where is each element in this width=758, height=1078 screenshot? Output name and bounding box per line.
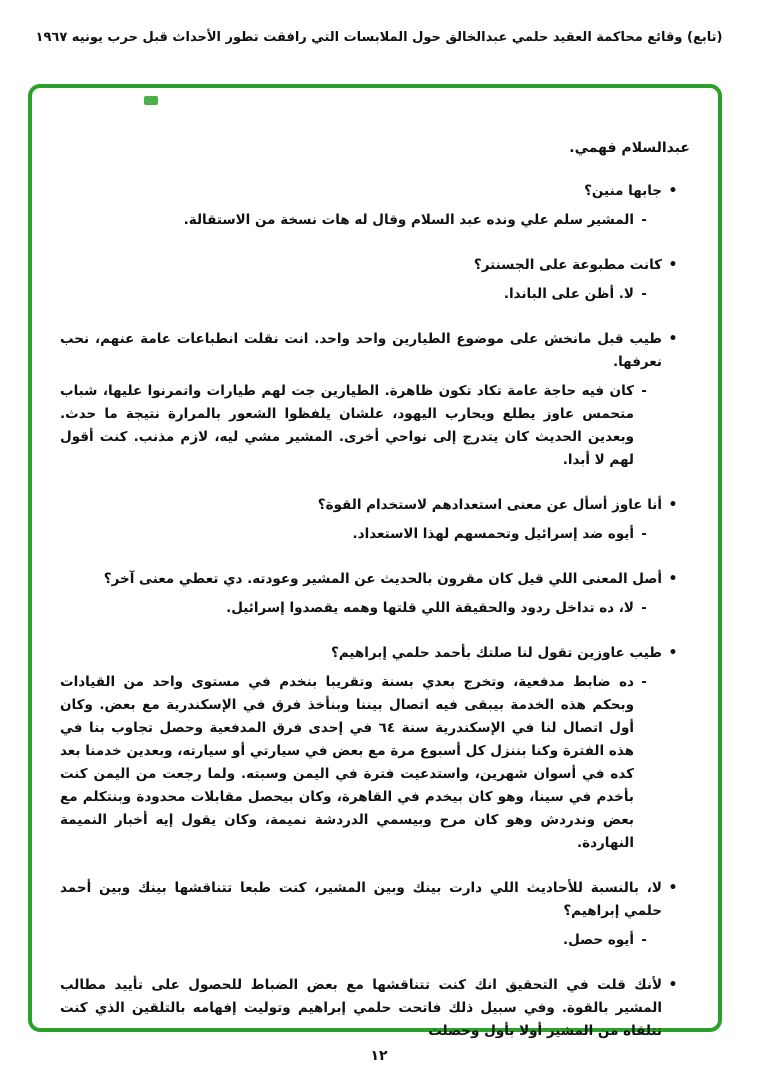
qa-text: المشير سلم علي ونده عبد السلام وقال له هات نسخة من الاستقالة. (183, 212, 634, 228)
list-marker: - (641, 932, 647, 948)
page-number: ١٢ (370, 1048, 388, 1064)
qa-text: أيوه ضد إسرائيل وتحمسهم لهذا الاستعداد. (352, 526, 634, 542)
answer-item (60, 597, 692, 620)
qa-text: كانت مطبوعة على الجسنتر؟ (473, 257, 662, 273)
question-item (60, 180, 692, 203)
page-header-title: (تابع) وقائع محاكمة العقيد حلمي عبدالخالق حول الملابسات التي رافقت تطور الأحداث قبل حرب يونيه ١٩٦٧ (35, 30, 723, 45)
list-marker: • (668, 645, 678, 661)
list-marker: - (641, 600, 647, 616)
question-item (60, 974, 692, 1043)
qa-text: طيب عاوزين تقول لنا صلتك بأحمد حلمي إبراهيم؟ (330, 645, 662, 661)
scan-artifact-mark (144, 96, 158, 105)
answer-item (60, 929, 692, 952)
qa-text: طيب قبل مانخش على موضوع الطيارين واحد واحد. انت نقلت انطباعات عامة عنهم، نحب نعرفها. (60, 331, 662, 370)
question-item (60, 642, 692, 665)
list-marker: - (641, 212, 647, 228)
list-marker: • (668, 880, 678, 896)
question-item (60, 877, 692, 923)
answer-item (60, 380, 692, 472)
qa-text: لأنك قلت في التحقيق انك كنت تتناقشها مع بعض الضباط للحصول على تأييد مطالب المشير بالقوة. وفي سبيل ذلك فاتحت حلمي إبراهيم وتوليت إفهامه بالتلقين الذي كنت تتلقاه من المشير أولا بأول وحصلت (60, 977, 662, 1039)
qa-text: لا. أظن على الباندا. (503, 286, 634, 302)
qa-text: أنا عاوز أسأل عن معنى استعدادهم لاستخدام القوة؟ (317, 497, 662, 513)
answer-item (60, 671, 692, 855)
list-marker: • (668, 331, 678, 347)
qa-text: لا، بالنسبة للأحاديث اللي دارت بينك وبين المشير، كنت طبعا تتناقشها بينك وبين أحمد حلمي إبراهيم؟ (60, 880, 662, 919)
list-marker: - (641, 526, 647, 542)
list-marker: • (668, 183, 678, 199)
answer-item (60, 523, 692, 546)
answer-item (60, 209, 692, 232)
answer-item (60, 283, 692, 306)
question-item (60, 328, 692, 374)
qa-list (60, 180, 692, 1043)
question-item (60, 494, 692, 517)
qa-text: جابها منين؟ (584, 183, 662, 199)
list-marker: • (668, 977, 678, 993)
qa-text: ده ضابط مدفعية، وتخرج بعدي بسنة وتقريبا بنخدم في مستوى واحد من القيادات وبحكم هذه الخدمة بيبقى فيه اتصال بيننا وبنأخذ فرق في الإسكندرية مع بعض. وكان أول اتصال لنا في الإسكندرية سنة ٦٤ في إحدى فرق المدفعية وحصل تجاوب بنا في هذه الفترة وكنا بننزل كل أسبوع مرة مع بعض في سيارتي أو سيارته، وبعدين خدمنا بعد كده في أسوان شهرين، واستدعيت فترة في اليمن وسبته. ولما رجعت من اليمن كنت بأخدم في سينا، وهو كان بيخدم في القاهرة، وكان بيحصل مقابلات محدودة وبنتكلم مع بعض وندردش وهو كان مرح وبيسمي الدردشة نميمة، وكان يقول إيه أخبار النميمة النهاردة. (60, 674, 634, 851)
list-marker: - (641, 674, 647, 690)
qa-text: كان فيه حاجة عامة تكاد تكون ظاهرة. الطيارين جت لهم طيارات واتمرنوا عليها، شباب متحمس عاوز يطلع ويحارب اليهود، علشان يلفظوا الشعور بالمرارة نتيجة ما حدث. وبعدين الحديث كان يتدرج إلى نواحي أخرى. المشير مشي ليه، لازم مذنب. كنت أقول لهم لا أبدا. (60, 383, 634, 468)
list-marker: • (668, 571, 678, 587)
qa-text: أصل المعنى اللي قيل كان مقرون بالحديث عن المشير وعودته. دي تعطي معنى آخر؟ (103, 571, 662, 587)
list-marker: - (641, 286, 647, 302)
list-marker: • (668, 497, 678, 513)
speaker-heading: عبدالسلام فهمي. (569, 140, 690, 156)
qa-text: أيوه حصل. (562, 932, 634, 948)
question-item (60, 568, 692, 591)
list-marker: - (641, 383, 647, 399)
question-item (60, 254, 692, 277)
content-border-box (28, 84, 722, 1039)
qa-text: لا، ده تداخل ردود والحقيقة اللي قلتها وهمه يقصدوا إسرائيل. (226, 600, 634, 616)
list-marker: • (668, 257, 678, 273)
